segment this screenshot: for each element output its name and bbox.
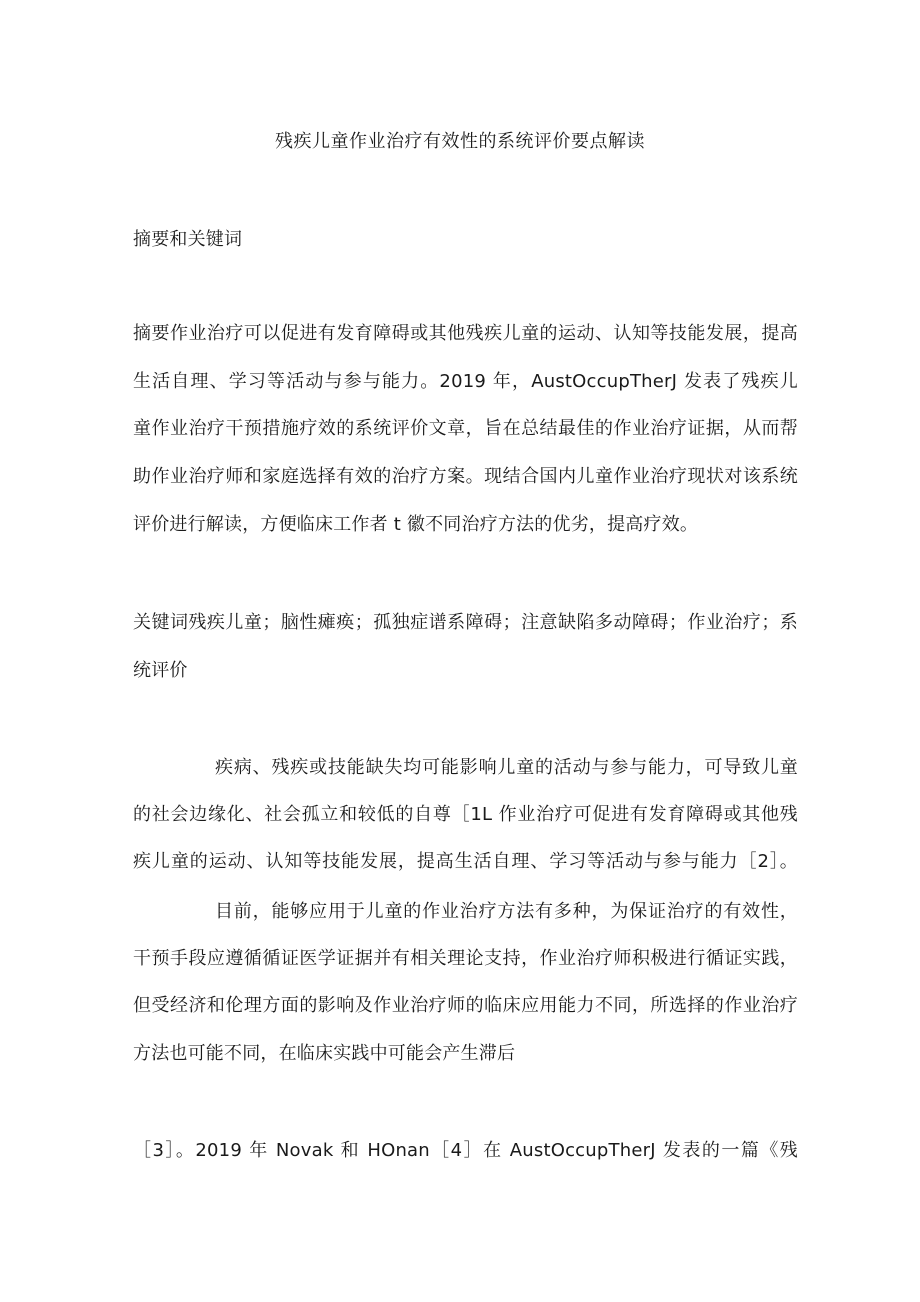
body-paragraph-line: 目前，能够应用于儿童的作业治疗方法有多种，为保证治疗的有效性， — [215, 901, 798, 922]
abstract-line: 生活自理、学习等活动与参与能力。2019 年，AustOccupTherJ 发表了残疾儿 — [133, 371, 798, 392]
body-paragraph-line: 疾病、残疾或技能缺失均可能影响儿童的活动与参与能力，可导致儿童 — [215, 757, 798, 778]
keywords-line: 关键词残疾儿童；脑性瘫痪；孤独症谱系障碍；注意缺陷多动障碍；作业治疗；系 — [133, 612, 798, 633]
body-paragraph-line: 但受经济和伦理方面的影响及作业治疗师的临床应用能力不同，所选择的作业治疗 — [133, 995, 798, 1016]
body-paragraph-line: ［3］。2019 年 Novak 和 HOnan［4］在 AustOccupTherJ 发表的一篇《残 — [133, 1140, 798, 1161]
abstract-line: 助作业治疗师和家庭选择有效的治疗方案。现结合国内儿童作业治疗现状对该系统 — [133, 466, 798, 487]
body-paragraph-line: 方法也可能不同，在临床实践中可能会产生滞后 — [133, 1043, 516, 1064]
body-paragraph-line: 的社会边缘化、社会孤立和较低的自尊［1L 作业治疗可促进有发育障碍或其他残 — [133, 804, 798, 825]
abstract-line: 摘要作业治疗可以促进有发育障碍或其他残疾儿童的运动、认知等技能发展，提高 — [133, 323, 798, 344]
keywords-line: 统评价 — [133, 660, 188, 681]
abstract-line: 评价进行解读，方便临床工作者 t 徽不同治疗方法的优劣，提高疗效。 — [133, 514, 699, 535]
abstract-line: 童作业治疗干预措施疗效的系统评价文章，旨在总结最佳的作业治疗证据，从而帮 — [133, 418, 798, 439]
body-paragraph-line: 干预手段应遵循循证医学证据并有相关理论支持，作业治疗师积极进行循证实践， — [133, 948, 798, 969]
body-paragraph-line: 疾儿童的运动、认知等技能发展，提高生活自理、学习等活动与参与能力［2］。 — [133, 851, 798, 872]
section-heading: 摘要和关键词 — [133, 229, 243, 250]
document-title: 残疾儿童作业治疗有效性的系统评价要点解读 — [275, 131, 645, 152]
